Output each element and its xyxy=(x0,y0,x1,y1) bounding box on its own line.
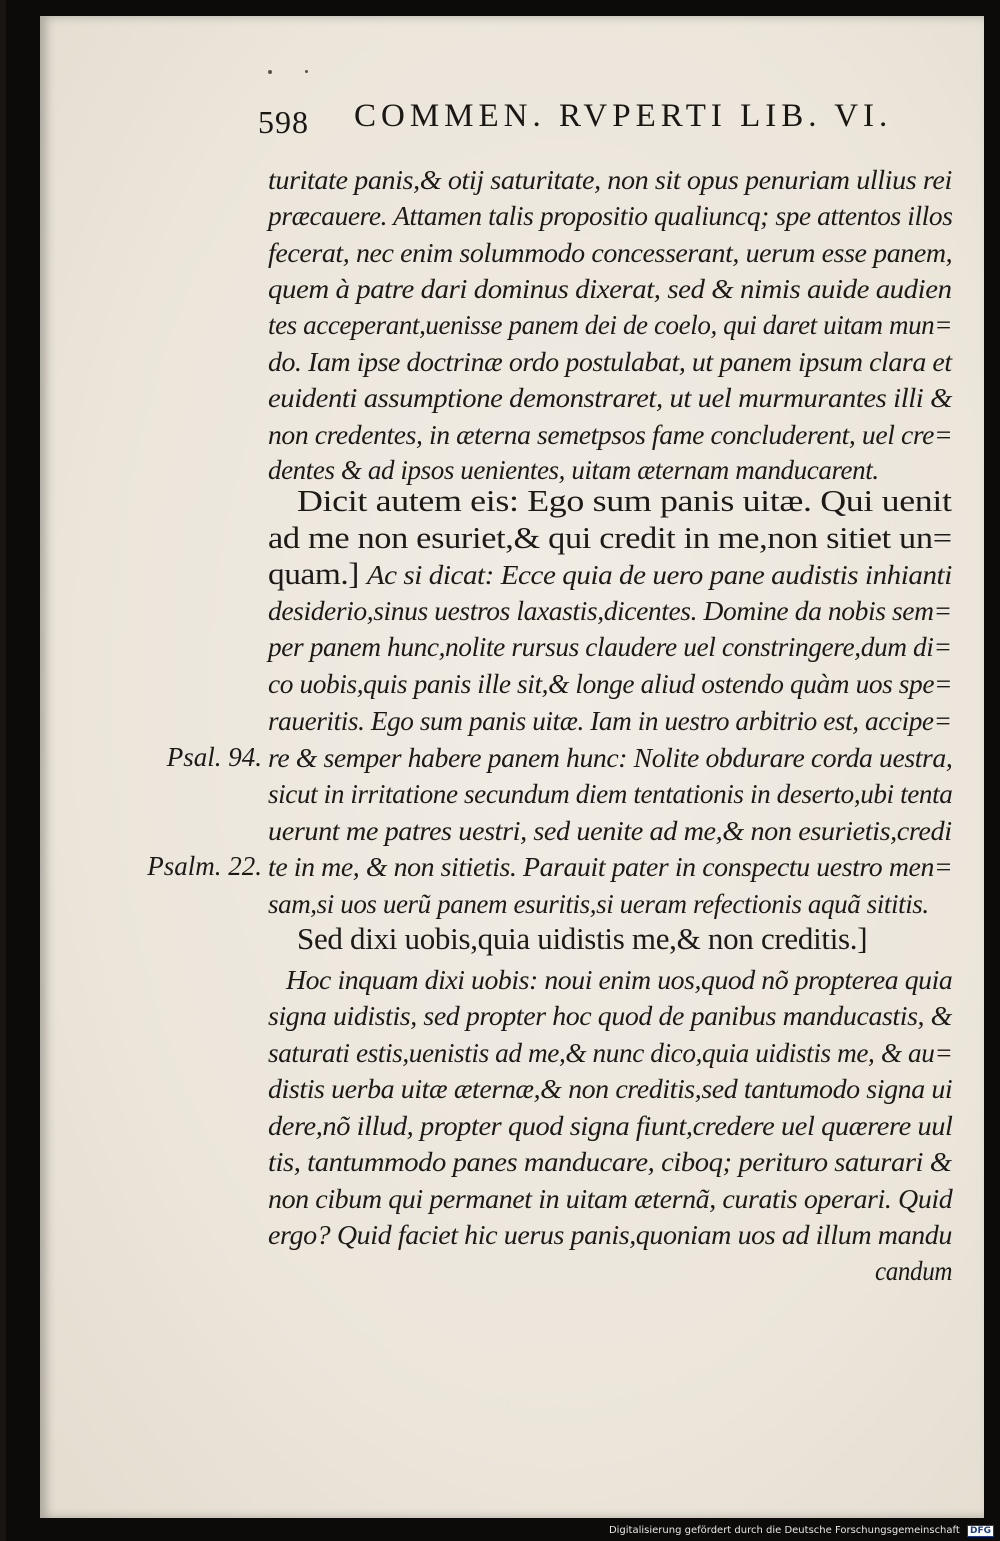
text-line: Hoc inquam dixi uobis: noui enim uos,quod nõ propterea quia xyxy=(286,965,953,995)
text-line: Dicit autem eis: Ego sum panis uitæ. Qui uenit xyxy=(297,483,952,518)
text-line: signa uidistis, sed propter hoc quod de panibus manducastis, & xyxy=(268,1001,952,1031)
text-line: do. Iam ipse doctrinæ ordo postulabat, ut panem ipsum clara et xyxy=(268,347,952,377)
digitization-credit xyxy=(609,1525,994,1537)
credit-text: Digitalisierung gefördert durch die Deutsche Forschungsgemeinschaft xyxy=(608,1525,960,1536)
margin-reference: Psalm. 22. xyxy=(147,851,262,881)
text-line: non cibum qui permanet in uitam æternã, curatis operari. Quid xyxy=(268,1184,953,1214)
dfg-logo: DFG xyxy=(967,1525,994,1537)
text-line: desiderio,sinus uestros laxastis,dicentes. Domine da nobis sem= xyxy=(268,596,952,626)
line-text: Ac si dicat: Ecce quia de uero pane audistis inhianti xyxy=(366,560,952,590)
text-line: co uobis,quis panis ille sit,& longe aliud ostendo quàm uos spe= xyxy=(268,669,953,699)
text-line: uerunt me patres uestri, sed uenite ad me,& non esurietis,credi xyxy=(268,816,952,846)
text-line: per panem hunc,nolite rursus claudere uel constringere,dum di= xyxy=(268,632,952,662)
text-line: sam,si uos uerũ panem esuritis,si ueram refectionis aquã sititis. xyxy=(268,889,929,919)
text-line: euidenti assumptione demonstraret, ut uel murmurantes illi & xyxy=(268,383,952,413)
text-line: ad me non esuriet,& qui credit in me,non sitiet un= xyxy=(268,520,952,555)
page-number: 598 xyxy=(258,104,309,140)
text-line: te in me, & non sitietis. Parauit pater in conspectu uestro men= xyxy=(268,852,953,882)
text-line: dentes & ad ipsos uenientes, uitam æternam manducarent. xyxy=(268,455,879,485)
text-line: præcauere. Attamen talis propositio qualiuncq; spe attentos illos xyxy=(268,201,953,231)
text-line: tis, tantummodo panes manducare, ciboq; perituro saturari & xyxy=(268,1147,952,1177)
text-line: fecerat, nec enim solummodo concesserant, uerum esse panem, xyxy=(268,238,953,268)
text-line: re & semper habere panem hunc: Nolite obdurare corda uestra, xyxy=(268,743,953,773)
text-line: raueritis. Ego sum panis uitæ. Iam in uestro arbitrio est, accipe= xyxy=(268,706,952,736)
text-line: distis uerba uitæ æternæ,& non creditis,sed tantumodo signa ui xyxy=(268,1074,953,1104)
text-line: sicut in irritatione secundum diem tentationis in deserto,ubi tenta xyxy=(268,779,953,809)
line-lead-text: quam.] xyxy=(268,556,367,591)
text-line: Sed dixi uobis,quia uidistis me,& non creditis.] xyxy=(297,921,868,956)
text-line: turitate panis,& otij saturitate, non sit opus penuriam ullius rei xyxy=(268,165,952,195)
text-line: dere,nõ illud, propter quod signa fiunt,credere uel quærere uul xyxy=(268,1111,953,1141)
text-line: non credentes, in æterna semetpsos fame concluderent, uel cre= xyxy=(268,420,953,450)
text-line: quem à patre dari dominus dixerat, sed & nimis auide audien xyxy=(268,274,952,304)
text-line xyxy=(268,556,952,593)
text-line: tes acceperant,uenisse panem dei de coelo, qui daret uitam mun= xyxy=(268,310,953,340)
text-line: candum xyxy=(875,1256,953,1286)
margin-reference: Psal. 94. xyxy=(166,742,262,772)
running-title: COMMEN. RVPERTI LIB. VI. xyxy=(354,98,893,134)
text-line: saturati estis,uenistis ad me,& nunc dico,quia uidistis me, & au= xyxy=(268,1038,953,1068)
text-line: ergo? Quid faciet hic uerus panis,quoniam uos ad illum mandu xyxy=(268,1220,952,1250)
